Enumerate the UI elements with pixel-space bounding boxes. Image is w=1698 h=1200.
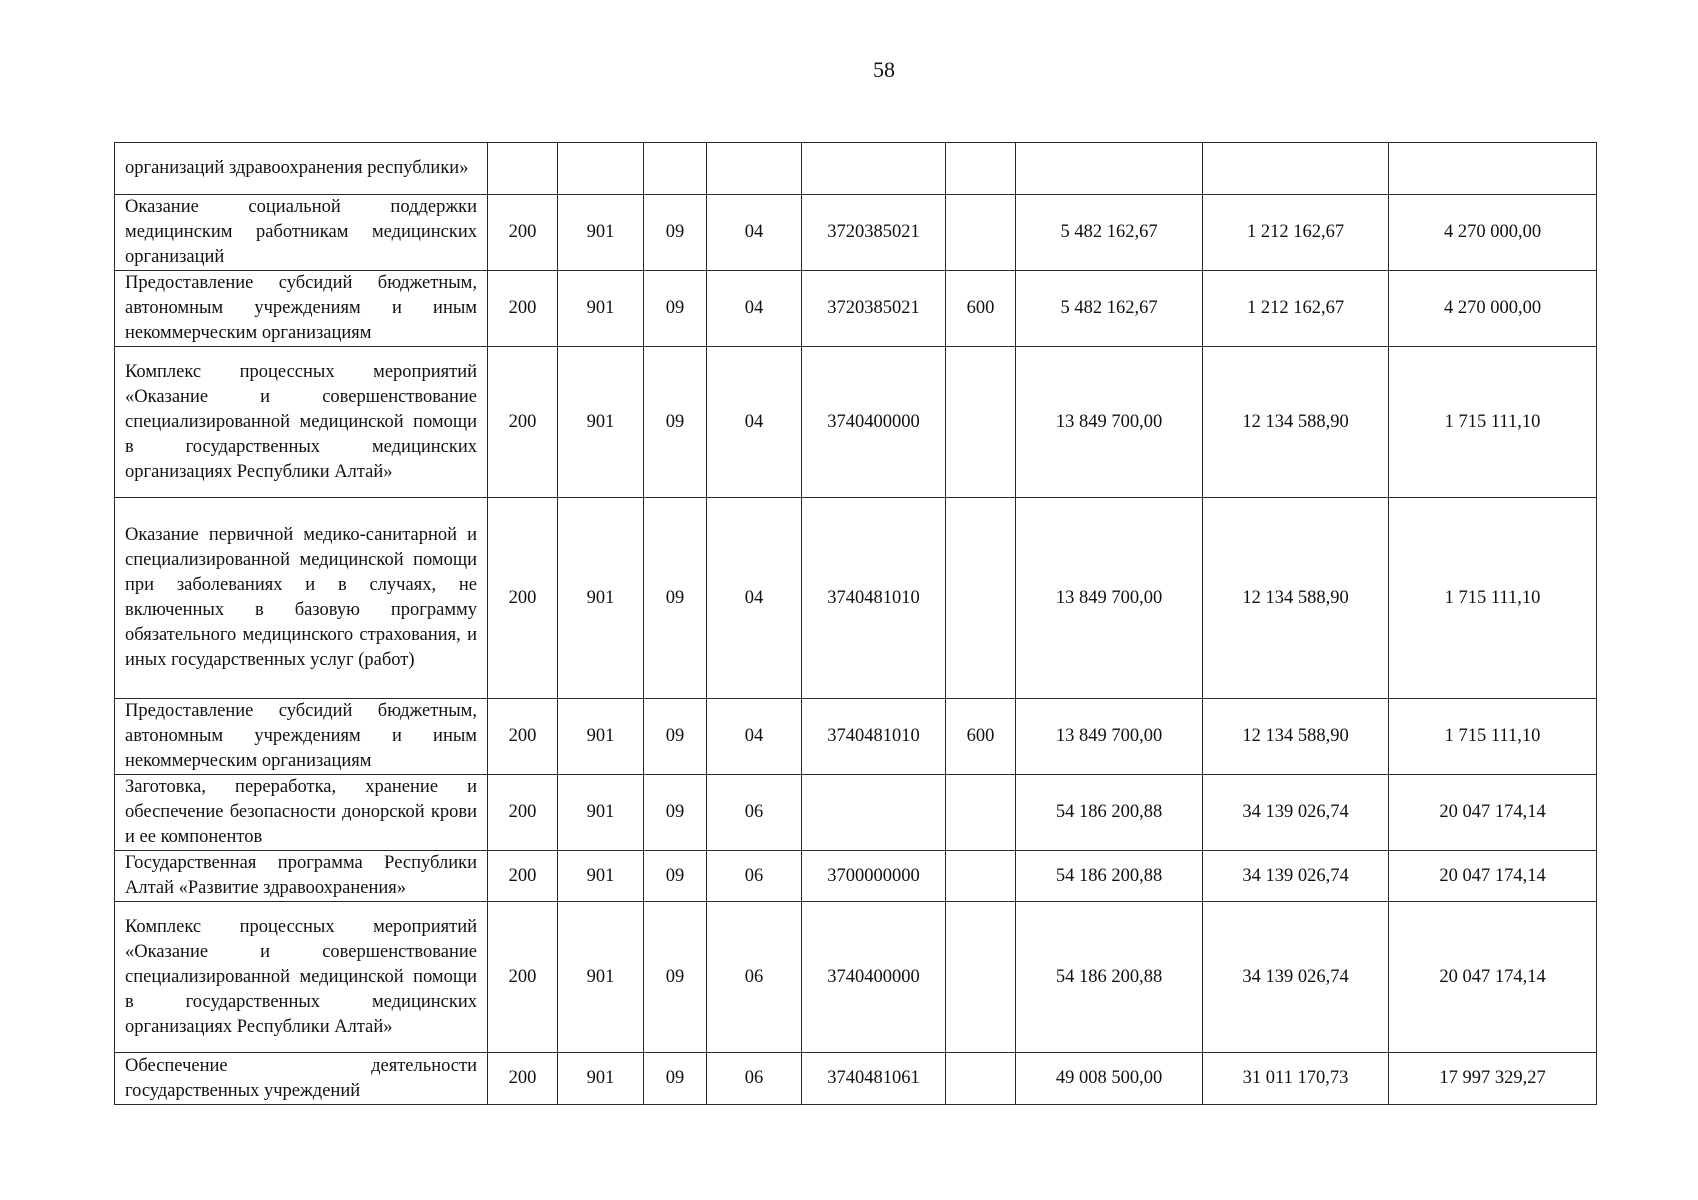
row-name-cell	[115, 195, 488, 271]
row-name-cell	[115, 143, 488, 195]
col-amount-regional	[1389, 143, 1597, 195]
col-amount-federal: 12 134 588,90	[1203, 699, 1389, 775]
table-row	[115, 775, 1597, 851]
col-subsection: 04	[707, 195, 802, 271]
col-amount-total: 54 186 200,88	[1016, 902, 1203, 1053]
col-section: 200	[488, 699, 558, 775]
col-amount-regional: 1 715 111,10	[1389, 498, 1597, 699]
col-section: 200	[488, 271, 558, 347]
col-ministry: 901	[558, 902, 644, 1053]
col-expense-type: 600	[946, 699, 1016, 775]
col-ministry: 901	[558, 699, 644, 775]
col-amount-regional: 17 997 329,27	[1389, 1053, 1597, 1105]
col-amount-federal: 31 011 170,73	[1203, 1053, 1389, 1105]
row-name: Предоставление субсидий бюджетным, автономным учреждениям и иным некоммерческим организациям	[125, 273, 477, 343]
col-expense-type	[946, 143, 1016, 195]
col-expense-type: 600	[946, 271, 1016, 347]
table-row	[115, 498, 1597, 699]
row-name: Государственная программа Республики Алтай «Развитие здравоохранения»	[125, 853, 477, 898]
col-ministry: 901	[558, 195, 644, 271]
col-chapter: 09	[644, 775, 707, 851]
row-name: Заготовка, переработка, хранение и обеспечение безопасности донорской крови и ее компонентов	[125, 777, 477, 847]
col-chapter: 09	[644, 851, 707, 902]
col-amount-total: 54 186 200,88	[1016, 851, 1203, 902]
table-row	[115, 143, 1597, 195]
col-amount-federal: 12 134 588,90	[1203, 347, 1389, 498]
col-subsection: 04	[707, 271, 802, 347]
col-expense-type	[946, 195, 1016, 271]
col-chapter: 09	[644, 902, 707, 1053]
col-amount-federal	[1203, 143, 1389, 195]
col-chapter: 09	[644, 271, 707, 347]
col-section: 200	[488, 775, 558, 851]
col-amount-regional: 20 047 174,14	[1389, 851, 1597, 902]
col-expense-type	[946, 902, 1016, 1053]
col-target-article: 3740481010	[802, 498, 946, 699]
col-subsection: 04	[707, 699, 802, 775]
col-amount-federal: 34 139 026,74	[1203, 775, 1389, 851]
col-ministry	[558, 143, 644, 195]
row-name-cell	[115, 851, 488, 902]
row-name-cell	[115, 699, 488, 775]
col-expense-type	[946, 498, 1016, 699]
col-amount-regional: 1 715 111,10	[1389, 699, 1597, 775]
col-expense-type	[946, 347, 1016, 498]
row-name: Оказание социальной поддержки медицинским работникам медицинских организаций	[125, 197, 477, 267]
col-section: 200	[488, 498, 558, 699]
row-name-cell	[115, 347, 488, 498]
col-amount-total	[1016, 143, 1203, 195]
col-subsection: 04	[707, 498, 802, 699]
col-ministry: 901	[558, 1053, 644, 1105]
col-amount-regional: 4 270 000,00	[1389, 195, 1597, 271]
col-target-article: 3700000000	[802, 851, 946, 902]
col-chapter	[644, 143, 707, 195]
col-target-article	[802, 775, 946, 851]
col-amount-regional: 20 047 174,14	[1389, 775, 1597, 851]
col-section: 200	[488, 851, 558, 902]
col-subsection: 04	[707, 347, 802, 498]
col-section	[488, 143, 558, 195]
col-amount-federal: 1 212 162,67	[1203, 195, 1389, 271]
row-name-cell	[115, 902, 488, 1053]
col-subsection: 06	[707, 1053, 802, 1105]
col-amount-total: 49 008 500,00	[1016, 1053, 1203, 1105]
table-body	[115, 143, 1597, 1105]
col-chapter: 09	[644, 498, 707, 699]
col-target-article	[802, 143, 946, 195]
col-amount-total: 13 849 700,00	[1016, 699, 1203, 775]
table-row	[115, 347, 1597, 498]
col-amount-total: 5 482 162,67	[1016, 195, 1203, 271]
col-target-article: 3740481061	[802, 1053, 946, 1105]
col-amount-regional: 1 715 111,10	[1389, 347, 1597, 498]
col-target-article: 3740481010	[802, 699, 946, 775]
col-expense-type	[946, 775, 1016, 851]
col-section: 200	[488, 902, 558, 1053]
col-target-article: 3740400000	[802, 347, 946, 498]
col-ministry: 901	[558, 347, 644, 498]
col-ministry: 901	[558, 775, 644, 851]
col-chapter: 09	[644, 347, 707, 498]
col-subsection: 06	[707, 775, 802, 851]
table-row	[115, 851, 1597, 902]
row-name: организаций здравоохранения республики»	[125, 158, 469, 178]
col-section: 200	[488, 1053, 558, 1105]
col-section: 200	[488, 195, 558, 271]
table-row	[115, 699, 1597, 775]
budget-table	[114, 142, 1597, 1105]
table-row	[115, 195, 1597, 271]
col-chapter: 09	[644, 195, 707, 271]
row-name: Оказание первичной медико-санитарной и специализированной медицинской помощи при заболеваниях и в случаях, не включенных в базовую программу обязательного медицинского страхования, и иных государственных услуг (работ)	[125, 525, 477, 670]
col-target-article: 3720385021	[802, 195, 946, 271]
col-amount-total: 13 849 700,00	[1016, 347, 1203, 498]
col-subsection	[707, 143, 802, 195]
table-row	[115, 271, 1597, 347]
col-subsection: 06	[707, 902, 802, 1053]
row-name: Комплекс процессных мероприятий «Оказание и совершенствование специализированной медицинской помощи в государственных медицинских организациях Республики Алтай»	[125, 361, 477, 482]
row-name: Обеспечение деятельности государственных учреждений	[125, 1055, 477, 1101]
col-amount-federal: 12 134 588,90	[1203, 498, 1389, 699]
col-amount-total: 5 482 162,67	[1016, 271, 1203, 347]
col-ministry: 901	[558, 851, 644, 902]
row-name: Комплекс процессных мероприятий «Оказание и совершенствование специализированной медицинской помощи в государственных медицинских организациях Республики Алтай»	[125, 916, 477, 1037]
col-amount-regional: 20 047 174,14	[1389, 902, 1597, 1053]
col-amount-federal: 34 139 026,74	[1203, 902, 1389, 1053]
row-name: Предоставление субсидий бюджетным, автономным учреждениям и иным некоммерческим организациям	[125, 701, 477, 771]
col-amount-total: 13 849 700,00	[1016, 498, 1203, 699]
col-section: 200	[488, 347, 558, 498]
col-target-article: 3740400000	[802, 902, 946, 1053]
col-expense-type	[946, 1053, 1016, 1105]
col-target-article: 3720385021	[802, 271, 946, 347]
row-name-cell	[115, 1053, 488, 1105]
col-subsection: 06	[707, 851, 802, 902]
col-amount-regional: 4 270 000,00	[1389, 271, 1597, 347]
row-name-cell	[115, 775, 488, 851]
col-ministry: 901	[558, 271, 644, 347]
col-expense-type	[946, 851, 1016, 902]
col-chapter: 09	[644, 1053, 707, 1105]
col-ministry: 901	[558, 498, 644, 699]
col-chapter: 09	[644, 699, 707, 775]
row-name-cell	[115, 271, 488, 347]
col-amount-federal: 34 139 026,74	[1203, 851, 1389, 902]
col-amount-total: 54 186 200,88	[1016, 775, 1203, 851]
row-name-cell	[115, 498, 488, 699]
table-row	[115, 902, 1597, 1053]
col-amount-federal: 1 212 162,67	[1203, 271, 1389, 347]
table-row	[115, 1053, 1597, 1105]
page-number: 58	[873, 57, 895, 82]
